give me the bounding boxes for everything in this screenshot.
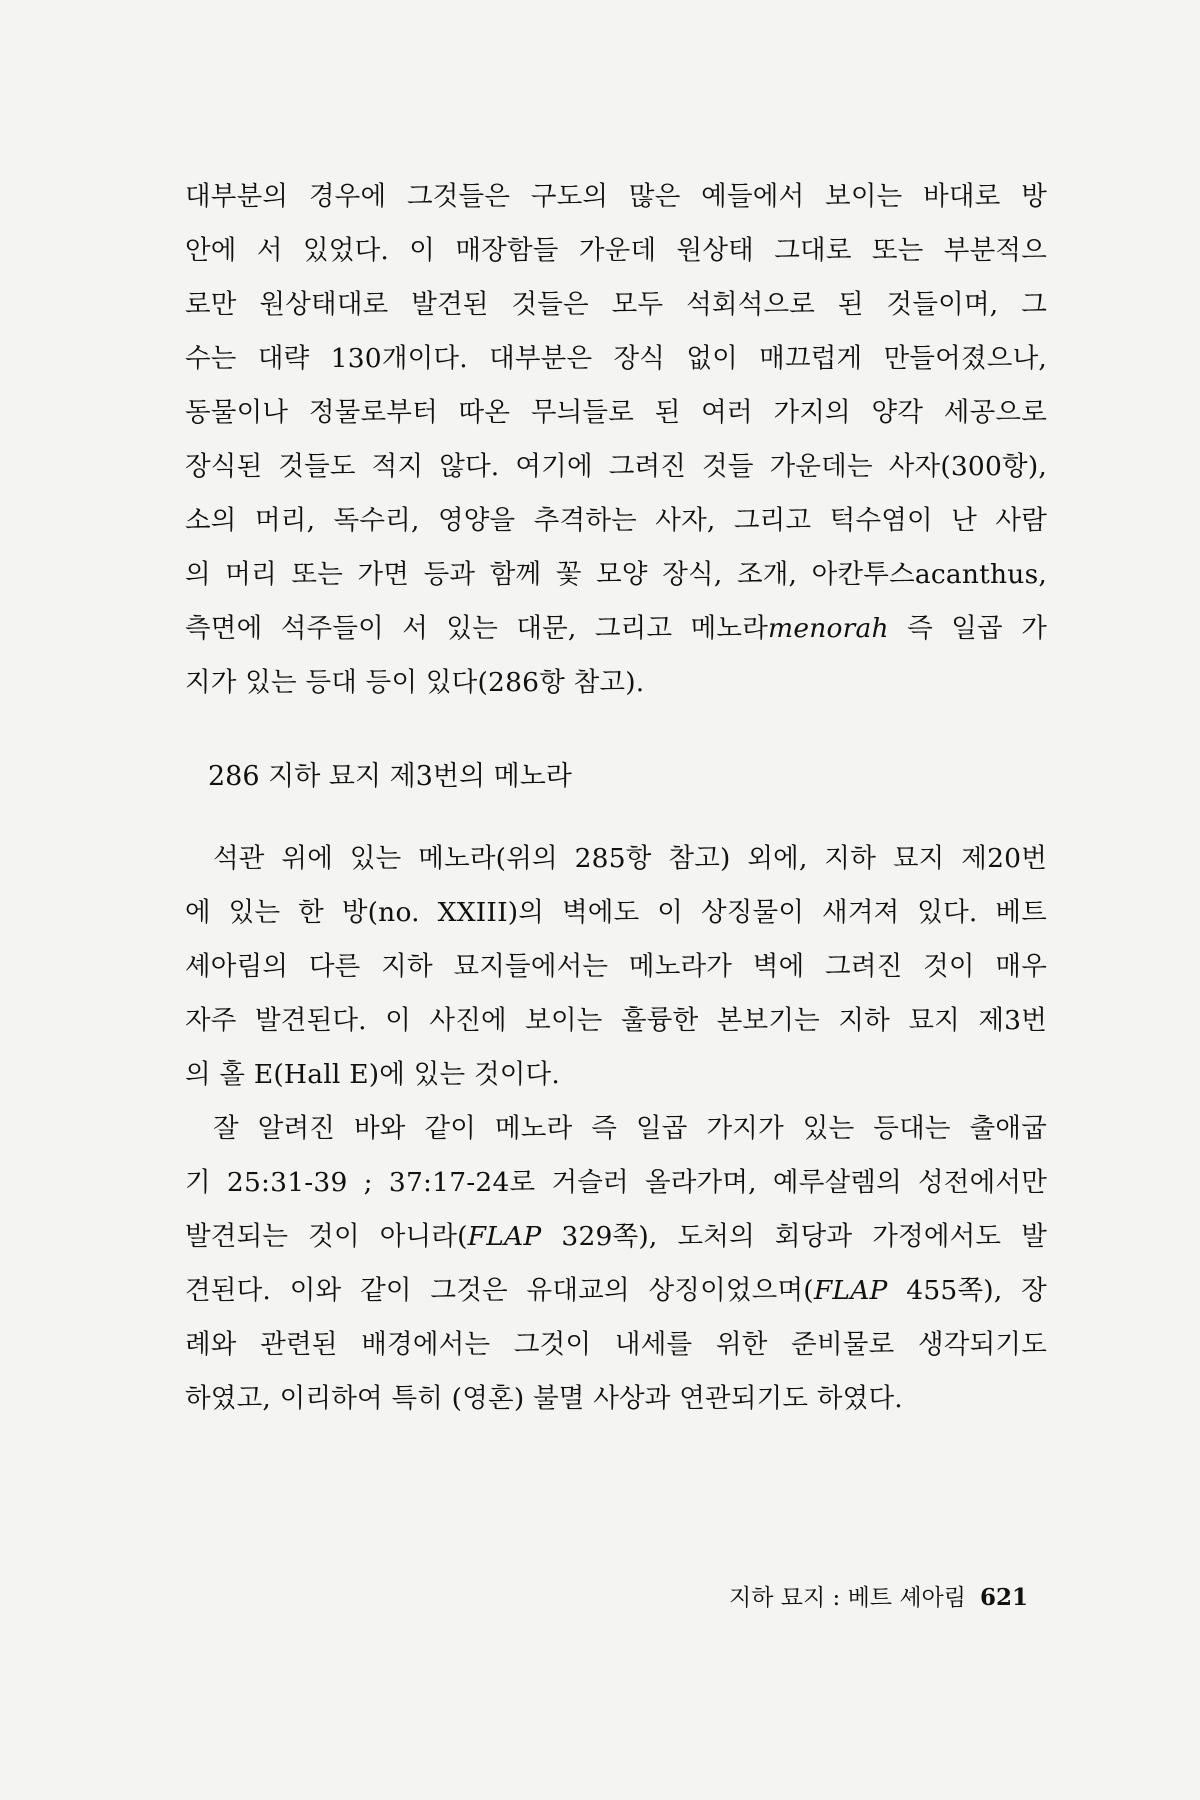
text-line: 지가 있는 등대 등이 있다(286항 참고). [185,667,645,698]
text-segment: 발견되는 것이 아니라( [185,1221,468,1252]
running-head: 지하 묘지 : 베트 셰아림 [729,1585,966,1611]
text-line: 장식된 것들도 적지 않다. 여기에 그려진 것들 가운데는 사자(300항), [185,451,1047,482]
paragraph-2 [185,832,1047,1102]
section-heading: 286 지하 묘지 제3번의 메노라 [208,761,572,792]
text-segment: 455쪽), 장 [887,1275,1047,1306]
text-line: 안에 서 있었다. 이 매장함들 가운데 원상태 그대로 또는 부분적으 [185,235,1047,266]
text-segment: 즉 일곱 가 [888,613,1047,644]
text-line: 동물이나 정물로부터 따온 무늬들로 된 여러 가지의 양각 세공으로 [185,397,1047,428]
text-line: 자주 발견된다. 이 사진에 보이는 훌륭한 본보기는 지하 묘지 제3번 [185,1005,1047,1036]
italic-term: menorah [768,613,889,644]
page-footer [700,1580,1028,1616]
text-line: 의 홀 E(Hall E)에 있는 것이다. [185,1059,560,1090]
text-segment: 측면에 석주들이 서 있는 대문, 그리고 메노라 [185,613,769,644]
paragraph-3 [185,1102,1047,1426]
text-segment: 329쪽), 도처의 회당과 가정에서도 발 [541,1221,1047,1252]
text-line: 기 25:31-39 ; 37:17-24로 거슬러 올라가며, 예루살렘의 성전에서만 [185,1167,1047,1198]
italic-term: FLAP [467,1221,542,1252]
text-line: 로만 원상태대로 발견된 것들은 모두 석회석으로 된 것들이며, 그 [185,289,1047,320]
text-line: 례와 관련된 배경에서는 그것이 내세를 위한 준비물로 생각되기도 [185,1329,1047,1360]
italic-term: FLAP [813,1275,888,1306]
text-line: 소의 머리, 독수리, 영양을 추격하는 사자, 그리고 턱수염이 난 사람 [185,505,1047,536]
text-line: 하였고, 이리하여 특히 (영혼) 불멸 사상과 연관되기도 하였다. [185,1383,903,1414]
text-line [185,1210,1047,1264]
page-number: 621 [979,1584,1028,1611]
text-line: 대부분의 경우에 그것들은 구도의 많은 예들에서 보이는 바대로 방 [185,181,1047,212]
text-line: 셰아림의 다른 지하 묘지들에서는 메노라가 벽에 그려진 것이 매우 [185,951,1047,982]
text-line: 의 머리 또는 가면 등과 함께 꽃 모양 장식, 조개, 아칸투스acanthus, [185,559,1047,590]
text-line [185,1264,1047,1318]
text-segment: 견된다. 이와 같이 그것은 유대교의 상징이었으며( [185,1275,814,1306]
text-line: 석관 위에 있는 메노라(위의 285항 참고) 외에, 지하 묘지 제20번 [213,843,1047,874]
text-line: 에 있는 한 방(no. XXIII)의 벽에도 이 상징물이 새겨져 있다. 베트 [185,897,1047,928]
text-line [185,602,1047,656]
text-line: 수는 대략 130개이다. 대부분은 장식 없이 매끄럽게 만들어졌으나, [185,343,1047,374]
text-line: 잘 알려진 바와 같이 메노라 즉 일곱 가지가 있는 등대는 출애굽 [213,1113,1047,1144]
paragraph-1 [185,170,1047,710]
